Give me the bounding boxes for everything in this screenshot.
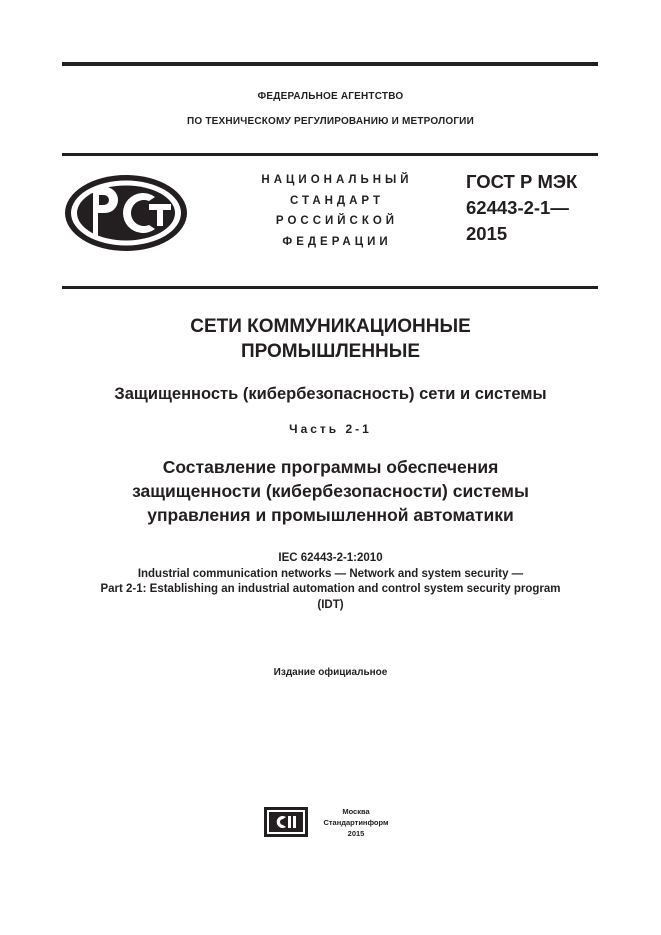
publisher-city: Москва <box>342 807 370 816</box>
standartinform-logo-icon <box>264 807 308 837</box>
part-title-line: защищенности (кибербезопасности) системы <box>132 481 529 501</box>
iec-line: Industrial communication networks — Network and system security — <box>137 567 524 580</box>
iec-line: Part 2-1: Establishing an industrial automation and control system security program <box>100 583 561 595</box>
iec-line: (IDT) <box>317 598 344 611</box>
part-label: Часть 2-1 <box>289 422 372 436</box>
agency-name-line1: ФЕДЕРАЛЬНОЕ АГЕНТСТВО <box>257 91 404 102</box>
main-title <box>0 314 661 364</box>
gost-code-line: 2015 <box>466 223 508 244</box>
publisher-name: Стандартинформ <box>323 818 389 827</box>
part-title <box>0 455 661 527</box>
national-standard-label <box>238 170 436 252</box>
publisher-year: 2015 <box>347 829 365 838</box>
subtitle: Защищенность (кибербезопасность) сети и системы <box>114 385 547 403</box>
part-title-line: Составление программы обеспечения <box>162 457 499 477</box>
national-standard-line: НАЦИОНАЛЬНЫЙ <box>261 174 413 186</box>
agency-name-line2: ПО ТЕХНИЧЕСКОМУ РЕГУЛИРОВАНИЮ И МЕТРОЛОГИИ <box>187 116 474 127</box>
gost-code-line: 62443-2-1— <box>466 197 569 218</box>
national-standard-line: РОССИЙСКОЙ <box>275 215 399 227</box>
official-edition: Издание официальное <box>273 667 388 678</box>
lower-rule <box>62 286 598 289</box>
publisher-info <box>310 806 402 839</box>
gost-code-line: ГОСТ Р МЭК <box>466 171 578 192</box>
top-rule <box>62 62 598 66</box>
iec-line: IEC 62443-2-1:2010 <box>278 552 383 564</box>
gost-designation <box>466 169 596 247</box>
main-title-line: ПРОМЫШЛЕННЫЕ <box>240 341 421 362</box>
national-standard-line: СТАНДАРТ <box>290 194 384 207</box>
iec-reference <box>0 551 661 613</box>
middle-rule <box>62 153 598 156</box>
main-title-line: СЕТИ КОММУНИКАЦИОННЫЕ <box>190 316 471 337</box>
national-standard-line: ФЕДЕРАЦИИ <box>282 235 392 248</box>
part-title-line: управления и промышленной автоматики <box>147 505 514 525</box>
rst-emblem-icon <box>63 173 189 253</box>
